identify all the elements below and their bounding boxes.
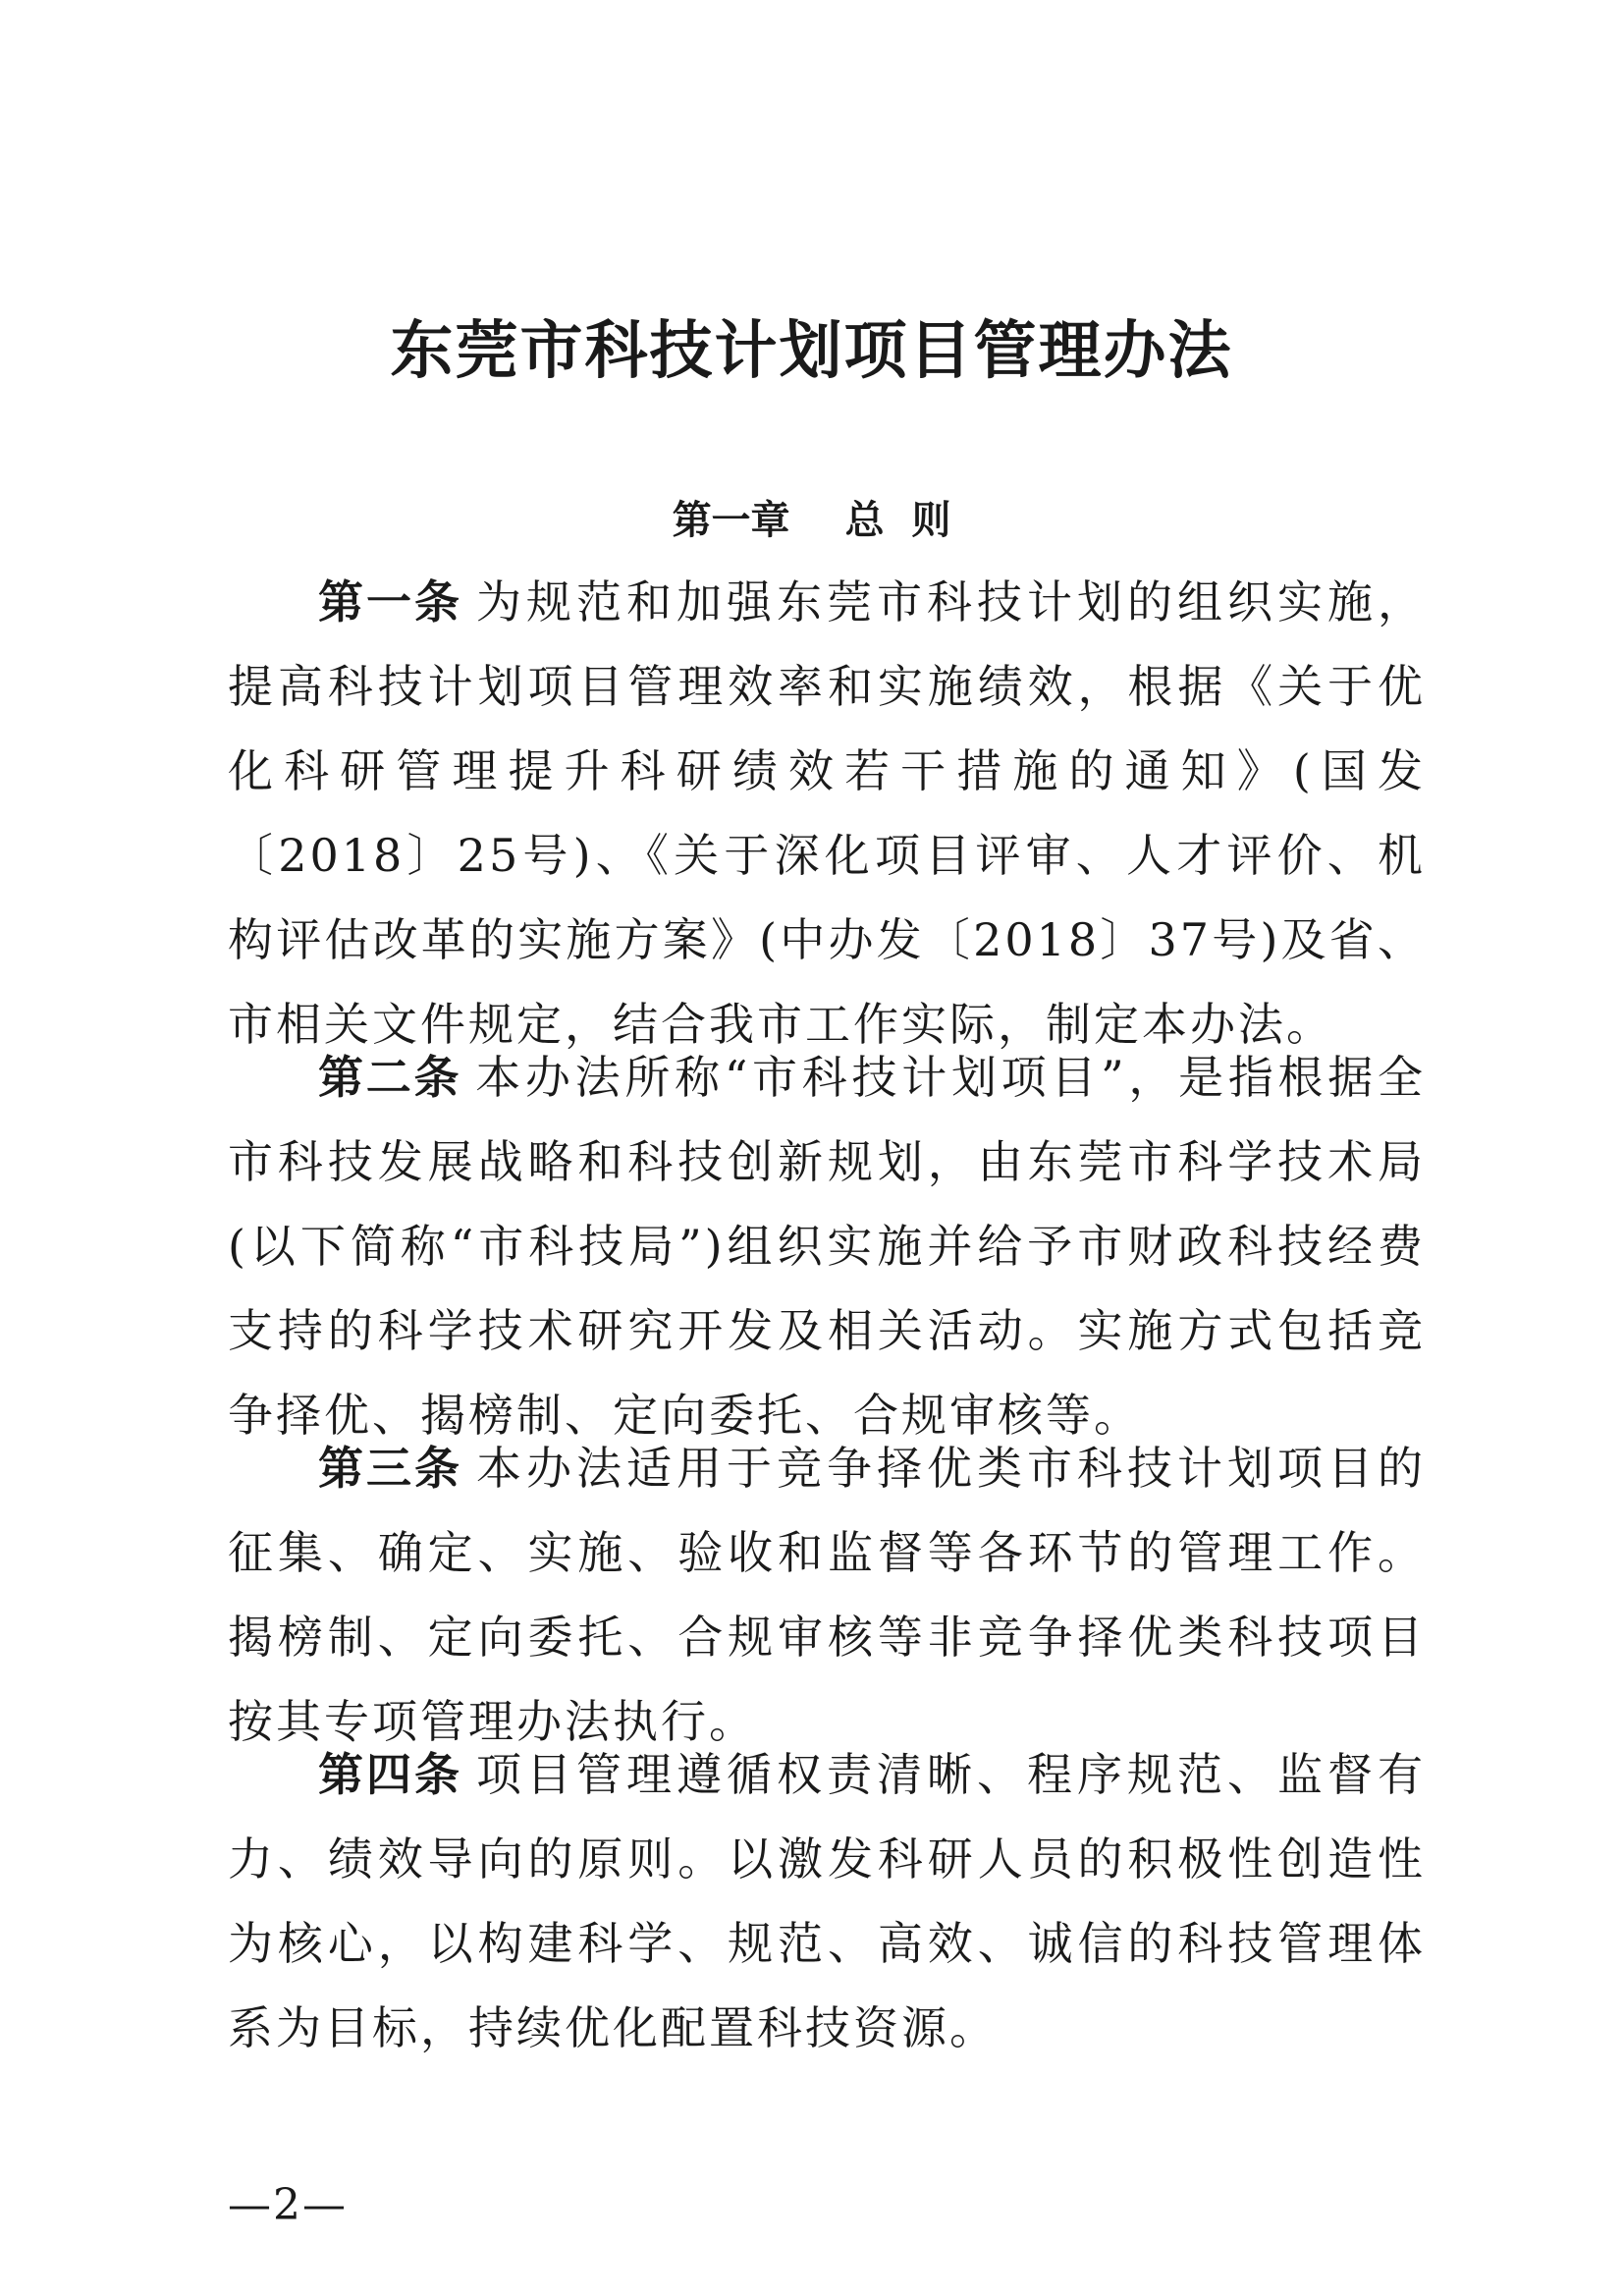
article-text: 本办法适用于竞争择优类市科技计划项目的征集、确定、实施、验收和监督等各环节的管理工作。揭榜制、定向委托、合规审核等非竞争择优类科技项目按其专项管理办法执行。 bbox=[228, 1442, 1426, 1748]
article-3 bbox=[228, 1426, 1426, 1764]
article-text: 本办法所称“市科技计划项目”，是指根据全市科技发展战略和科技创新规划，由东莞市科学技术局(以下简称“市科技局”)组织实施并给予市财政科技经费支持的科学技术研究开发及相关活动。实施方式包括竞争择优、揭榜制、定向委托、合规审核等。 bbox=[228, 1051, 1426, 1442]
article-1 bbox=[228, 560, 1426, 1066]
document-title: 东莞市科技计划项目管理办法 bbox=[390, 314, 1233, 388]
article-text: 为规范和加强东莞市科技计划的组织实施，提高科技计划项目管理效率和实施绩效，根据《关于优化科研管理提升科研绩效若干措施的通知》(国发〔2018〕25号)、《关于深化项目评审、人才评价、机构评估改革的实施方案》(中办发〔2018〕37号)及省、市相关文件规定，结合我市工作实际，制定本办法。 bbox=[228, 575, 1426, 1051]
article-label: 第一条 bbox=[318, 575, 462, 629]
article-2 bbox=[228, 1035, 1426, 1457]
article-label: 第二条 bbox=[318, 1051, 462, 1104]
article-4 bbox=[228, 1732, 1426, 2070]
article-label: 第三条 bbox=[318, 1442, 462, 1495]
article-label: 第四条 bbox=[318, 1748, 462, 1801]
chapter-heading bbox=[0, 491, 1623, 550]
article-text: 项目管理遵循权责清晰、程序规范、监督有力、绩效导向的原则。以激发科研人员的积极性创造性为核心，以构建科学、规范、高效、诚信的科技管理体系为目标，持续优化配置科技资源。 bbox=[228, 1748, 1426, 2054]
chapter-name: 总 则 bbox=[844, 498, 951, 543]
page-number: —2— bbox=[228, 2180, 348, 2230]
chapter-number: 第一章 bbox=[672, 498, 790, 543]
